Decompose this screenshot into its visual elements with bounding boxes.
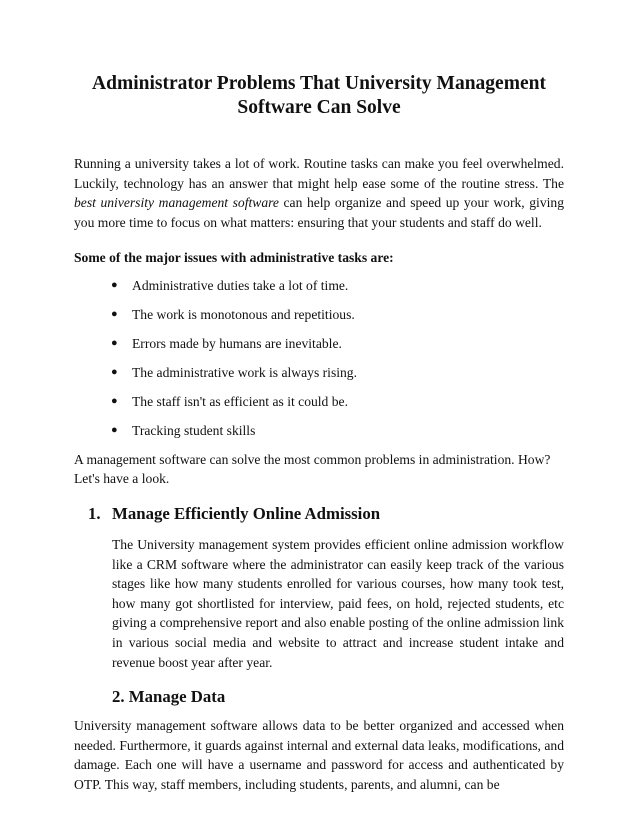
- list-item-text: Tracking student skills: [132, 422, 256, 438]
- intro-paragraph: [74, 154, 564, 232]
- list-item-text: The administrative work is always rising.: [132, 364, 358, 380]
- section-heading-data: 2. Manage Data: [112, 687, 226, 707]
- list-item: [110, 276, 564, 296]
- intro-text-end: can help organize and speed up your work, giving you more time to focus on what matters: ensuring that your students and staff do well.: [74, 195, 564, 230]
- section-body-data: University management software allows data to be better organized and accessed when needed. Furthermore, it guards against internal and external data leaks, modifications, and damage. Each one will have a username and password for access and authenticated by OTP. This way, staff members, including students, parents, and alumni, can be: [74, 718, 564, 792]
- intro-text-start: Running a university takes a lot of work. Routine tasks can make you feel overwhelmed. Luckily, technology has an answer that might help ease some of the routine stress. The: [74, 156, 564, 191]
- list-item-text: Errors made by humans are inevitable.: [132, 335, 342, 351]
- bullet-icon: ●: [111, 336, 118, 349]
- list-item-text: The staff isn't as efficient as it could be.: [132, 393, 348, 409]
- section-heading-admission: [88, 503, 564, 525]
- list-item: [110, 334, 564, 354]
- document-page: [74, 72, 564, 795]
- bullet-icon: ●: [111, 278, 118, 291]
- bullet-icon: ●: [111, 423, 118, 436]
- section-number: 1.: [88, 504, 101, 524]
- transition-paragraph: A management software can solve the most common problems in administration. How? Let's have a look.: [74, 451, 551, 487]
- list-item: [110, 363, 564, 383]
- list-item-text: Administrative duties take a lot of time.: [132, 277, 349, 293]
- bullet-icon: ●: [111, 394, 118, 407]
- intro-emphasis: best university management software: [74, 195, 279, 211]
- document-title: Administrator Problems That University Management Software Can Solve: [92, 73, 546, 118]
- issues-list: [74, 276, 564, 441]
- bullet-icon: ●: [111, 307, 118, 320]
- issues-heading: Some of the major issues with administrative tasks are:: [74, 250, 394, 266]
- section-body-admission: The University management system provides efficient online admission workflow like a CRM software where the administrator can easily keep track of the various stages like how many students enrolled for various courses, how many took test, how many got shortlisted for interview, paid fees, on hold, rejected students, etc giving a comprehensive report and also enable posting of the online admission link in various social media and website to attract and increase student intake and revenue boost year after year.: [112, 537, 564, 670]
- list-item: [110, 421, 564, 441]
- bullet-icon: ●: [111, 365, 118, 378]
- list-item: [110, 392, 564, 412]
- list-item-text: The work is monotonous and repetitious.: [132, 306, 355, 322]
- section-heading-text: Manage Efficiently Online Admission: [112, 504, 381, 524]
- list-item: [110, 305, 564, 325]
